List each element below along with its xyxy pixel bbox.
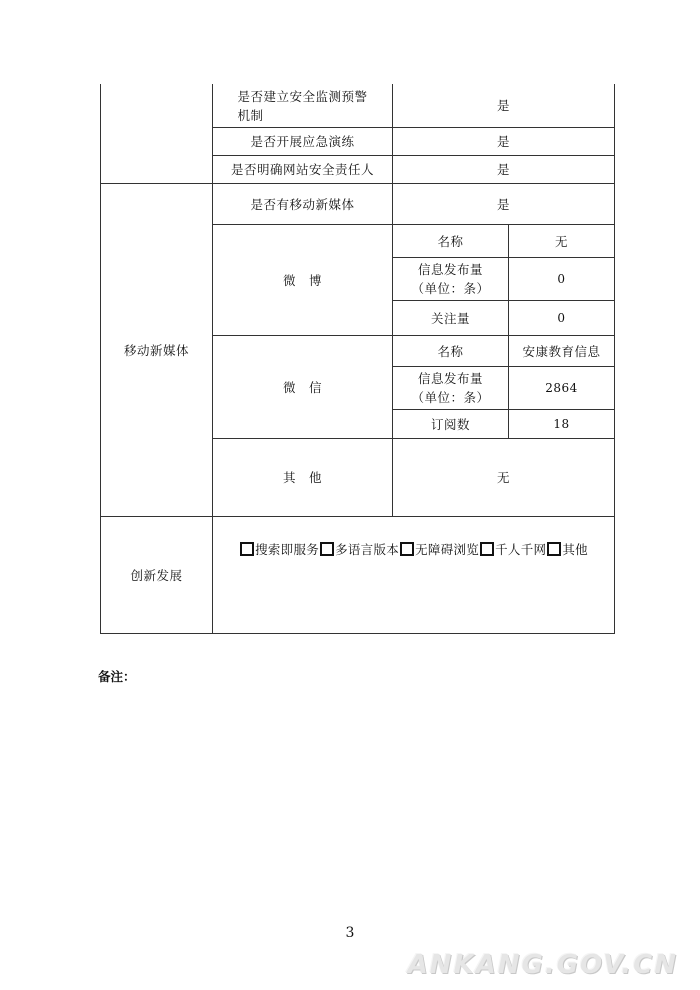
wechat-posts-value: 2864 — [545, 380, 578, 395]
has-mobile-label-cell — [212, 183, 393, 225]
checkbox-icon[interactable] — [320, 542, 334, 556]
weibo-posts-value-cell — [508, 257, 615, 301]
has-mobile-value-cell — [392, 183, 615, 225]
checkbox-icon[interactable] — [400, 542, 414, 556]
has-mobile-label: 是否有移动新媒体 — [250, 196, 355, 212]
has-mobile-value: 是 — [496, 196, 510, 212]
responsible-label: 是否明确网站安全责任人 — [230, 162, 374, 177]
drill-value-cell — [392, 127, 615, 156]
wechat-name-label: 名称 — [437, 343, 464, 359]
monitoring-value-cell — [392, 84, 615, 128]
wechat-name-value: 安康教育信息 — [522, 343, 601, 359]
remark-label: 备注： — [98, 669, 136, 684]
weibo-posts-value: 0 — [557, 271, 566, 286]
option-accessibility[interactable]: 无障碍浏览 — [399, 540, 479, 558]
responsible-value-cell — [392, 155, 615, 184]
weibo-posts-label-cell — [392, 257, 509, 301]
weibo-label-cell — [212, 224, 393, 336]
other-value: 无 — [496, 470, 510, 485]
checkbox-icon[interactable] — [240, 542, 254, 556]
weibo-name-label-cell — [392, 224, 509, 258]
responsible-value: 是 — [496, 162, 510, 177]
wechat-sub-value-cell — [508, 409, 615, 439]
option-search-as-service[interactable]: 搜索即服务 — [239, 540, 319, 558]
option-personalized[interactable]: 千人千网 — [479, 540, 546, 558]
weibo-label: 微 博 — [282, 272, 322, 288]
left-blank-cell — [100, 84, 213, 184]
site-watermark: ANKANG.GOV.CN — [407, 950, 678, 980]
monitoring-label-cell — [212, 84, 393, 128]
page-number: 3 — [345, 925, 355, 941]
responsible-label-cell — [212, 155, 393, 184]
wechat-sub-label-cell — [392, 409, 509, 439]
weibo-name-value-cell — [508, 224, 615, 258]
drill-label: 是否开展应急演练 — [250, 134, 355, 149]
wechat-name-value-cell — [508, 335, 615, 367]
wechat-posts-label: 信息发布量 （单位：条） — [411, 371, 490, 405]
wechat-label: 微 信 — [282, 379, 322, 395]
checkbox-icon[interactable] — [547, 542, 561, 556]
weibo-follow-label: 关注量 — [430, 310, 470, 326]
weibo-name-label: 名称 — [437, 233, 464, 249]
wechat-posts-label-cell — [392, 366, 509, 410]
innovation-label-cell — [100, 516, 213, 634]
wechat-name-label-cell — [392, 335, 509, 367]
innovation-label: 创新发展 — [130, 567, 183, 583]
wechat-posts-value-cell — [508, 366, 615, 410]
drill-value: 是 — [496, 134, 510, 149]
weibo-follow-value: 0 — [557, 310, 566, 325]
weibo-name-value: 无 — [554, 233, 568, 249]
innovation-options — [212, 490, 615, 608]
weibo-follow-label-cell — [392, 300, 509, 336]
wechat-sub-value: 18 — [553, 416, 570, 431]
other-label: 其 他 — [282, 470, 322, 485]
wechat-sub-label: 订阅数 — [430, 416, 470, 432]
option-multilingual[interactable]: 多语言版本 — [319, 540, 399, 558]
checkbox-icon[interactable] — [480, 542, 494, 556]
mobile-section-cell — [100, 183, 213, 517]
wechat-label-cell — [212, 335, 393, 439]
drill-label-cell — [212, 127, 393, 156]
monitoring-label: 是否建立安全监测预警 机制 — [237, 88, 368, 123]
weibo-posts-label: 信息发布量 （单位：条） — [411, 262, 490, 296]
monitoring-value: 是 — [496, 98, 510, 113]
option-other[interactable]: 其他 — [546, 540, 588, 558]
mobile-section-label: 移动新媒体 — [123, 342, 189, 358]
weibo-follow-value-cell — [508, 300, 615, 336]
